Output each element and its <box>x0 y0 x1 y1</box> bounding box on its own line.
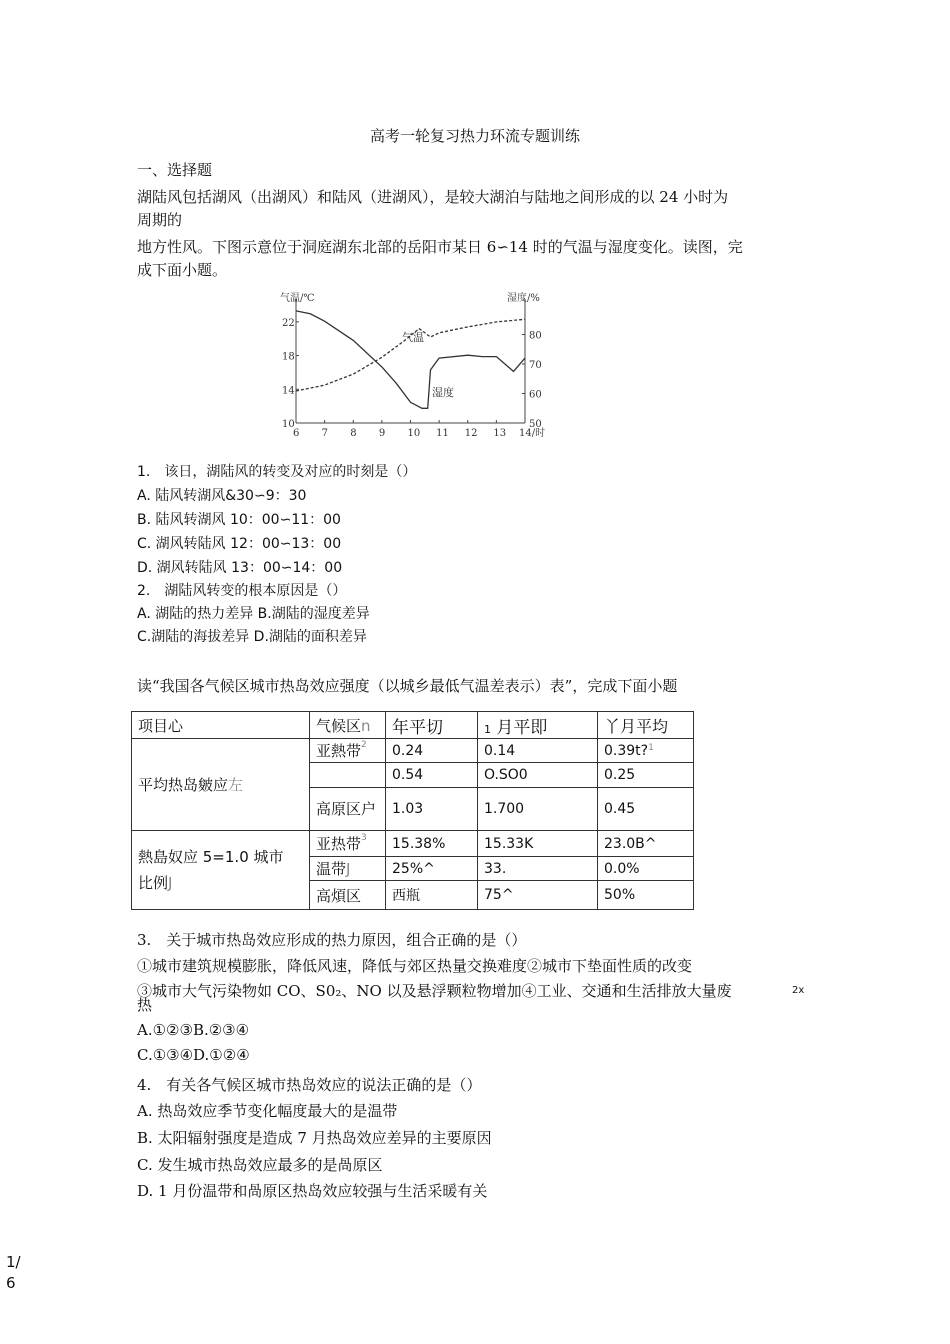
x-tick-label: 10 <box>407 428 421 439</box>
x-tick-label: 13 <box>493 428 507 439</box>
y-left-tick-label: 22 <box>282 317 295 329</box>
heat-island-table <box>131 711 694 910</box>
header-zone: 气候区n <box>310 712 386 739</box>
header-item: 项目心 <box>132 712 310 739</box>
y-axis-left-title: 气温/℃ <box>280 293 315 304</box>
x-tick-label: 11 <box>436 428 449 439</box>
intro-line-3: 地方性风。下图示意位于洞庭湖东北部的岳阳市某日 6∽14 时的气温与湿度变化。读图，完 <box>137 238 743 256</box>
value-cell: 0.54 <box>386 763 478 788</box>
zone-cell: 温带J <box>310 857 386 881</box>
q4-option-a: A. 热岛效应季节变化幅度最大的是温带 <box>137 1102 398 1120</box>
intro-line-2: 周期的 <box>137 211 183 229</box>
x-tick-label: 7 <box>321 428 328 439</box>
q4-option-d: D. 1 月份温带和咼原区热岛效应较强与生活采暖有关 <box>137 1182 488 1200</box>
q3-options-cd: C.①③④D.①②④ <box>137 1046 250 1064</box>
value-cell: 西瓶 <box>386 881 478 910</box>
q1-option-a: A. 陆风转湖风&30∽9：30 <box>137 488 307 504</box>
q2-options-ab: A. 湖陆的热力差异 B.湖陆的湿度差异 <box>137 606 370 622</box>
value-cell: 15.33K <box>478 831 598 857</box>
zone-cell: 亚热带$^3$ <box>310 831 386 857</box>
value-cell: 1.03 <box>386 788 478 831</box>
q1-option-d: D. 湖风转陆风 13：00∽14：00 <box>137 560 343 576</box>
x-tick-label: 6 <box>293 428 300 439</box>
humidity-series-line <box>296 311 525 408</box>
q1-option-c: C. 湖风转陆风 12：00∽13：00 <box>137 536 342 552</box>
y-axis-right-title: 湿度/% <box>507 293 540 304</box>
value-cell: 15.38% <box>386 831 478 857</box>
table-header-row <box>132 712 694 739</box>
x-tick-label: 12 <box>464 428 478 439</box>
y-right-tick-label: 70 <box>529 360 542 371</box>
table-row <box>132 739 694 763</box>
temperature-humidity-chart <box>278 289 554 445</box>
y-right-tick-label: 80 <box>529 330 542 342</box>
q3-statement-3: 热 <box>137 996 153 1014</box>
q3-options-ab: A.①②③B.②③④ <box>137 1021 250 1039</box>
q4-option-c: C. 发生城市热岛效应最多的是咼原区 <box>137 1156 383 1174</box>
header-jan-avg: 1 月平即 <box>478 712 598 739</box>
value-cell: 0.25 <box>598 763 694 788</box>
x-tick-label: 14/时 <box>519 428 546 439</box>
row-group-city-ratio: 熱島奴应 5=1.0 城市 比例J <box>132 831 310 910</box>
x-tick-label: 8 <box>350 428 357 439</box>
question-3: 3. 关于城市热岛效应形成的热力原因，组合正确的是（） <box>137 931 527 949</box>
table-row <box>132 831 694 857</box>
row-group-avg-heat-island: 平均热岛皴应左 <box>132 739 310 831</box>
header-year-avg: 年平切 <box>386 712 478 739</box>
y-left-tick-label: 10 <box>282 419 295 430</box>
intro-line-4: 成下面小题。 <box>137 261 228 279</box>
zone-cell <box>310 763 386 788</box>
y-left-tick-label: 14 <box>282 385 295 397</box>
page-number-bottom: 6 <box>6 1274 16 1292</box>
header-jul-avg: 丫月平均 <box>598 712 694 739</box>
intro-line-1: 湖陆风包括湖风（出湖风）和陆风（进湖风），是较大湖泊与陆地之间形成的以 24 小时为 <box>137 188 729 206</box>
value-cell: 75^ <box>478 881 598 910</box>
zone-cell: 亚熱带$^2$ <box>310 739 386 763</box>
section-heading: 一、选择题 <box>137 161 213 179</box>
q3-statement-2: ③城市大气污染物如 CO、S0₂、NO 以及悬浮颗粒物增加④工业、交通和生活排放大量废 <box>137 982 732 1000</box>
q1-option-b: B. 陆风转湖风 10：00∽11：00 <box>137 512 341 528</box>
q4-option-b: B. 太阳辐射强度是造成 7 月热岛效应差异的主要原因 <box>137 1129 492 1147</box>
value-cell: 25%^ <box>386 857 478 881</box>
q3-tail-mark: 2x <box>792 985 805 996</box>
temperature-annotation: 气温 <box>402 331 424 344</box>
value-cell: 0.0% <box>598 857 694 881</box>
y-right-tick-label: 60 <box>529 389 542 401</box>
question-4: 4. 有关各气候区城市热岛效应的说法正确的是（） <box>137 1076 482 1094</box>
zone-cell: 高原区户 <box>310 788 386 831</box>
q3-statement-1: ①城市建筑规模膨胀，降低风速，降低与郊区热量交换难度②城市下垫面性质的改变 <box>137 957 693 975</box>
q2-options-cd: C.湖陆的海拔差异 D.湖陆的面积差异 <box>137 629 367 645</box>
value-cell: 33. <box>478 857 598 881</box>
y-left-tick-label: 18 <box>282 351 295 363</box>
value-cell: 0.24 <box>386 739 478 763</box>
value-cell: 50% <box>598 881 694 910</box>
value-cell: 0.45 <box>598 788 694 831</box>
page-number-top: 1/ <box>6 1253 21 1271</box>
value-cell: 0.39t?$^1$ <box>598 739 694 763</box>
x-tick-label: 9 <box>378 428 386 439</box>
page-title: 高考一轮复习热力环流专题训练 <box>369 127 580 145</box>
zone-cell: 高煩区 <box>310 881 386 910</box>
table-intro: 读“我国各气候区城市热岛效应强度（以城乡最低气温差表示）表”，完成下面小题 <box>137 677 678 695</box>
question-2: 2. 湖陆风转变的根本原因是（） <box>137 583 347 599</box>
question-1: 1. 该日，湖陆风的转变及对应的时刻是（） <box>137 464 417 480</box>
value-cell: 23.0B^ <box>598 831 694 857</box>
y-right-tick-label: 50 <box>529 419 542 430</box>
value-cell: 0.14 <box>478 739 598 763</box>
value-cell: O.SO0 <box>478 763 598 788</box>
humidity-annotation: 湿度 <box>432 386 454 399</box>
value-cell: 1.700 <box>478 788 598 831</box>
